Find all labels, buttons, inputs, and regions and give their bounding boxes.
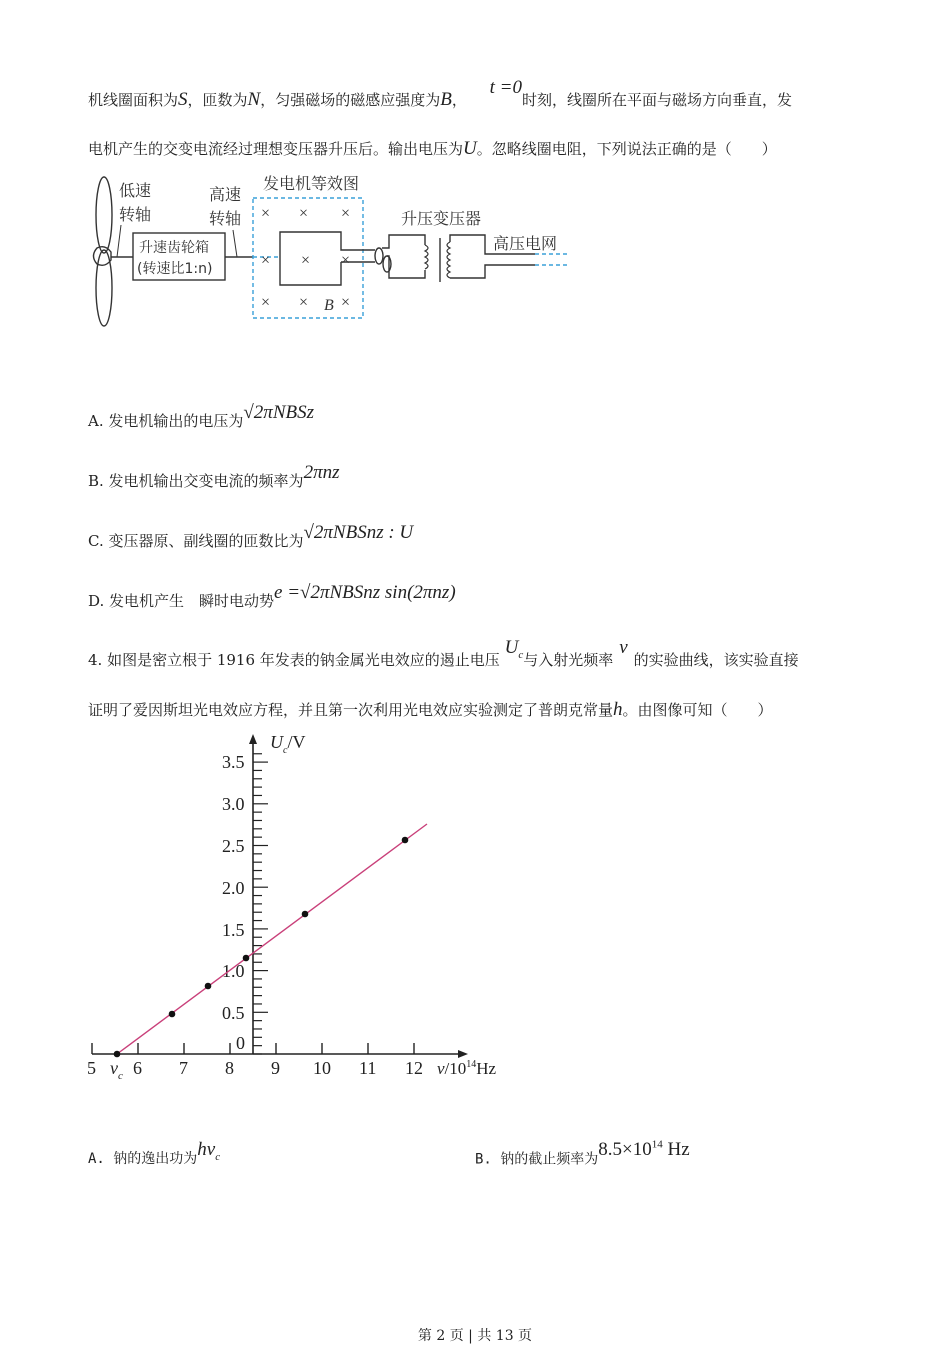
text: 。由图像可知（ ） (622, 701, 773, 719)
low-speed-label2: 转轴 (119, 205, 152, 224)
x-tick-label: 8 (225, 1058, 234, 1078)
value: 8.5×10 (598, 1139, 652, 1161)
option-label: B. 发电机输出交变电流的频率为 (88, 472, 304, 490)
nu-c-label: $\nu_c$ (110, 1058, 123, 1082)
x-tick-label: 6 (133, 1058, 142, 1078)
option-label: B. 钠的截止频率为 (475, 1151, 599, 1168)
svg-text:×: × (261, 252, 271, 269)
text: 。忽略线圈电阻，下列说法正确的是（ ） (476, 140, 777, 158)
y-tick-label: 2.5 (222, 836, 245, 856)
sub-c: c (518, 648, 524, 661)
u: U (504, 637, 519, 658)
high-speed-label: 高速 (209, 185, 242, 204)
b-label: B (324, 297, 334, 314)
gearbox-label: 升速齿轮箱 (139, 240, 209, 256)
option-math (197, 1139, 221, 1163)
high-speed-label2: 转轴 (209, 209, 242, 228)
text: 与入射光频率 (523, 651, 614, 669)
option-math: √2πNBSnz : U (303, 522, 414, 543)
option-math (598, 1139, 689, 1160)
t-zero: t =0 (489, 77, 522, 98)
page-footer: 第 2 页 | 共 13 页 (417, 1328, 533, 1344)
text: 的实验曲线，该实验直接 (633, 651, 799, 669)
x-axis-label: $\nu/10^{14}Hz$ (437, 1059, 497, 1078)
text: 机线圈面积为 (88, 91, 179, 109)
sub-c: c (215, 1150, 221, 1163)
y-tick-label: 0 (236, 1033, 245, 1053)
y-tick-label: 1.5 (222, 920, 245, 940)
option-label: A. 发电机输出的电压为 (88, 412, 244, 430)
grid-label: 高压电网 (493, 234, 558, 253)
text: 时刻，线圈所在平面与磁场方向垂直，发 (522, 91, 793, 109)
h-nu: hν (197, 1139, 216, 1160)
low-speed-label: 低速 (119, 181, 152, 200)
svg-text:×: × (341, 205, 351, 222)
x-tick-label: 12 (405, 1058, 423, 1078)
text: ，匀强磁场的磁感应强度为 (260, 91, 441, 109)
x-axis-arrow-icon (458, 1050, 468, 1058)
q4-option-b[interactable] (475, 1139, 690, 1169)
generator-label: 发电机等效图 (263, 174, 360, 193)
y-tick-label: 3.5 (222, 752, 245, 772)
nu-symbol: ν (619, 637, 628, 658)
svg-text:×: × (341, 252, 351, 269)
svg-text:×: × (261, 294, 271, 311)
q4-option-a[interactable] (88, 1139, 221, 1171)
svg-text:×: × (341, 294, 351, 311)
x-tick-label: 10 (313, 1058, 331, 1078)
text: ， (451, 91, 467, 109)
text: ，匝数为 (187, 91, 248, 109)
var-s: S (178, 89, 188, 110)
var-u: U (463, 138, 477, 159)
x-tick-label: 9 (271, 1058, 280, 1078)
option-math: √2πNBSz (243, 402, 314, 423)
x-tick-label: 5 (87, 1058, 96, 1078)
y-tick-label: 1.0 (222, 961, 245, 981)
text: 电机产生的交变电流经过理想变压器升压后。输出电压为 (88, 140, 464, 158)
option-math: e =√2πNBSnz sin(2πnz) (274, 582, 456, 603)
gearbox-ratio: (转速比1:n) (137, 261, 213, 277)
transformer-label: 升压变压器 (401, 209, 482, 228)
text: 证明了爱因斯坦光电效应方程，并且第一次利用光电效应实验测定了普朗克常量 (88, 701, 614, 719)
text: 4. 如图是密立根于 1916 年发表的钠金属光电效应的遏止电压 (88, 651, 500, 669)
y-tick-label: 3.0 (222, 794, 245, 814)
option-math: 2πnz (303, 462, 340, 483)
svg-text:×: × (299, 205, 309, 222)
svg-text:×: × (261, 205, 271, 222)
option-label: C. 变压器原、副线圈的匝数比为 (88, 532, 304, 550)
var-b: B (440, 89, 452, 110)
x-tick-label: 11 (359, 1058, 377, 1078)
var-h: h (613, 699, 623, 720)
unit: Hz (662, 1139, 690, 1161)
var-n: N (247, 89, 261, 110)
option-label: A. 钠的逸出功为 (88, 1151, 198, 1167)
y-tick-label: 0.5 (222, 1003, 245, 1023)
y-tick-label: 2.0 (222, 878, 245, 898)
x-tick-label: 7 (179, 1058, 188, 1078)
svg-text:×: × (301, 252, 311, 269)
svg-text:×: × (299, 294, 309, 311)
exponent: 14 (651, 1139, 663, 1151)
y-axis-label: $U_c/V$ (270, 732, 306, 756)
y-axis-arrow-icon (249, 734, 257, 744)
option-label: D. 发电机产生 瞬时电动势 (88, 592, 275, 610)
fit-line (117, 824, 427, 1054)
